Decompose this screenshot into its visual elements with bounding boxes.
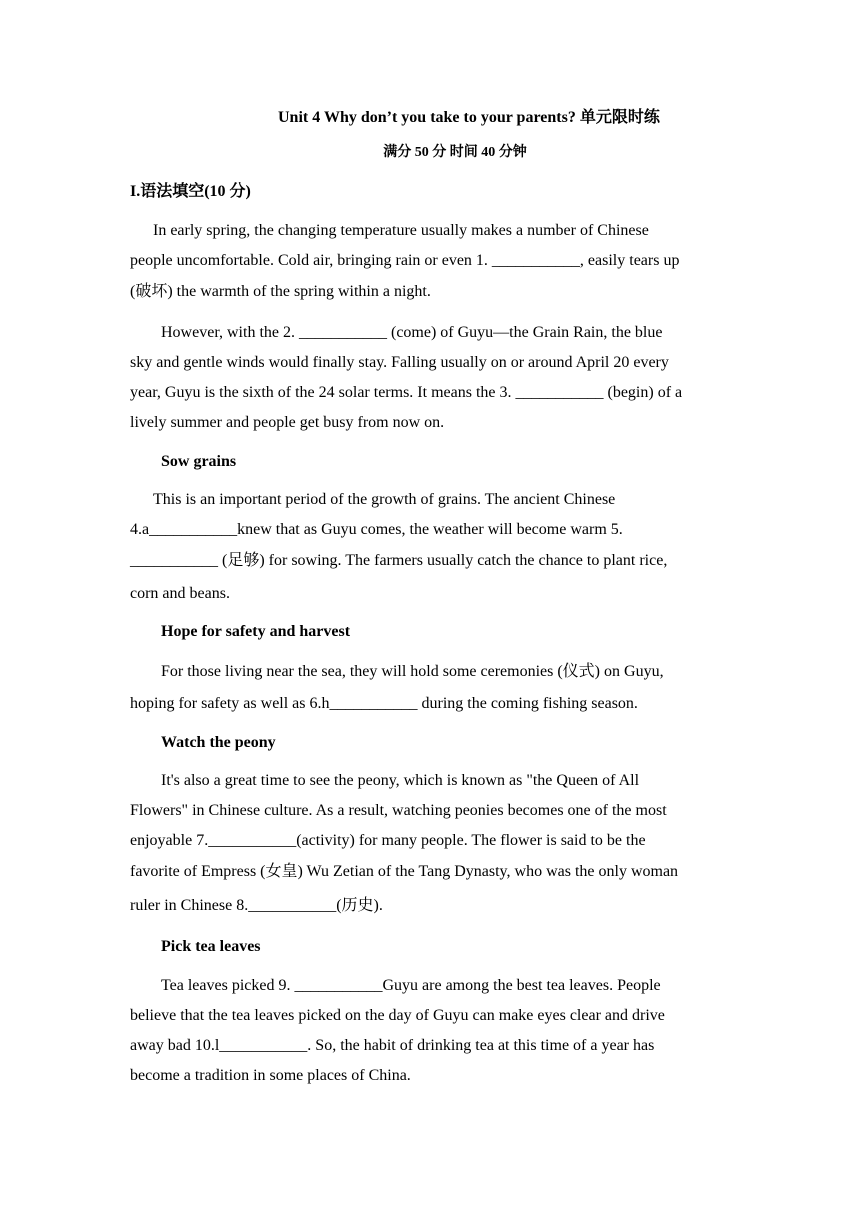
paragraph-line: year, Guyu is the sixth of the 24 solar terms. It means the 3. ___________ (begin) of a: [130, 384, 683, 401]
paragraph-line: lively summer and people get busy from now on.: [130, 414, 445, 431]
subheading: Pick tea leaves: [161, 938, 261, 955]
subheading: Hope for safety and harvest: [161, 623, 351, 640]
subheading: Watch the peony: [161, 734, 276, 751]
paragraph-line: hoping for safety as well as 6.h___________ during the coming fishing season.: [130, 695, 638, 712]
paragraph-line: It's also a great time to see the peony, which is known as "the Queen of All: [161, 772, 640, 789]
section-heading: I.语法填空(10 分): [130, 183, 251, 200]
paragraph-line: In early spring, the changing temperature usually makes a number of Chinese: [153, 222, 649, 239]
paragraph-line: Tea leaves picked 9. ___________Guyu are among the best tea leaves. People: [161, 977, 661, 994]
page-subtitle: 满分 50 分 时间 40 分钟: [383, 145, 527, 160]
paragraph-line: favorite of Empress (女皇) Wu Zetian of the Tang Dynasty, who was the only woman: [130, 863, 679, 880]
paragraph-line: For those living near the sea, they will hold some ceremonies (仪式) on Guyu,: [161, 663, 664, 680]
paragraph-line: This is an important period of the growth of grains. The ancient Chinese: [153, 491, 616, 508]
paragraph-line: However, with the 2. ___________ (come) of Guyu—the Grain Rain, the blue: [161, 324, 663, 341]
paragraph-line: away bad 10.l___________. So, the habit of drinking tea at this time of a year has: [130, 1037, 655, 1054]
paragraph-line: become a tradition in some places of China.: [130, 1067, 411, 1084]
paragraph-line: believe that the tea leaves picked on the day of Guyu can make eyes clear and drive: [130, 1007, 665, 1024]
paragraph-line: sky and gentle winds would finally stay. Falling usually on or around April 20 every: [130, 354, 669, 371]
paragraph-line: enjoyable 7.___________(activity) for many people. The flower is said to be the: [130, 832, 646, 849]
paragraph-line: (破坏) the warmth of the spring within a night.: [130, 283, 431, 300]
page-title: Unit 4 Why don’t you take to your parents? 单元限时练: [278, 109, 660, 126]
paragraph-line: ___________ (足够) for sowing. The farmers usually catch the chance to plant rice,: [130, 552, 668, 569]
paragraph-line: corn and beans.: [130, 585, 230, 602]
paragraph-line: 4.a___________knew that as Guyu comes, the weather will become warm 5.: [130, 521, 623, 538]
subheading: Sow grains: [161, 453, 237, 470]
paragraph-line: people uncomfortable. Cold air, bringing rain or even 1. ___________, easily tears up: [130, 252, 680, 269]
paragraph-line: Flowers" in Chinese culture. As a result, watching peonies becomes one of the most: [130, 802, 667, 819]
paragraph-line: ruler in Chinese 8.___________(历史).: [130, 897, 383, 914]
